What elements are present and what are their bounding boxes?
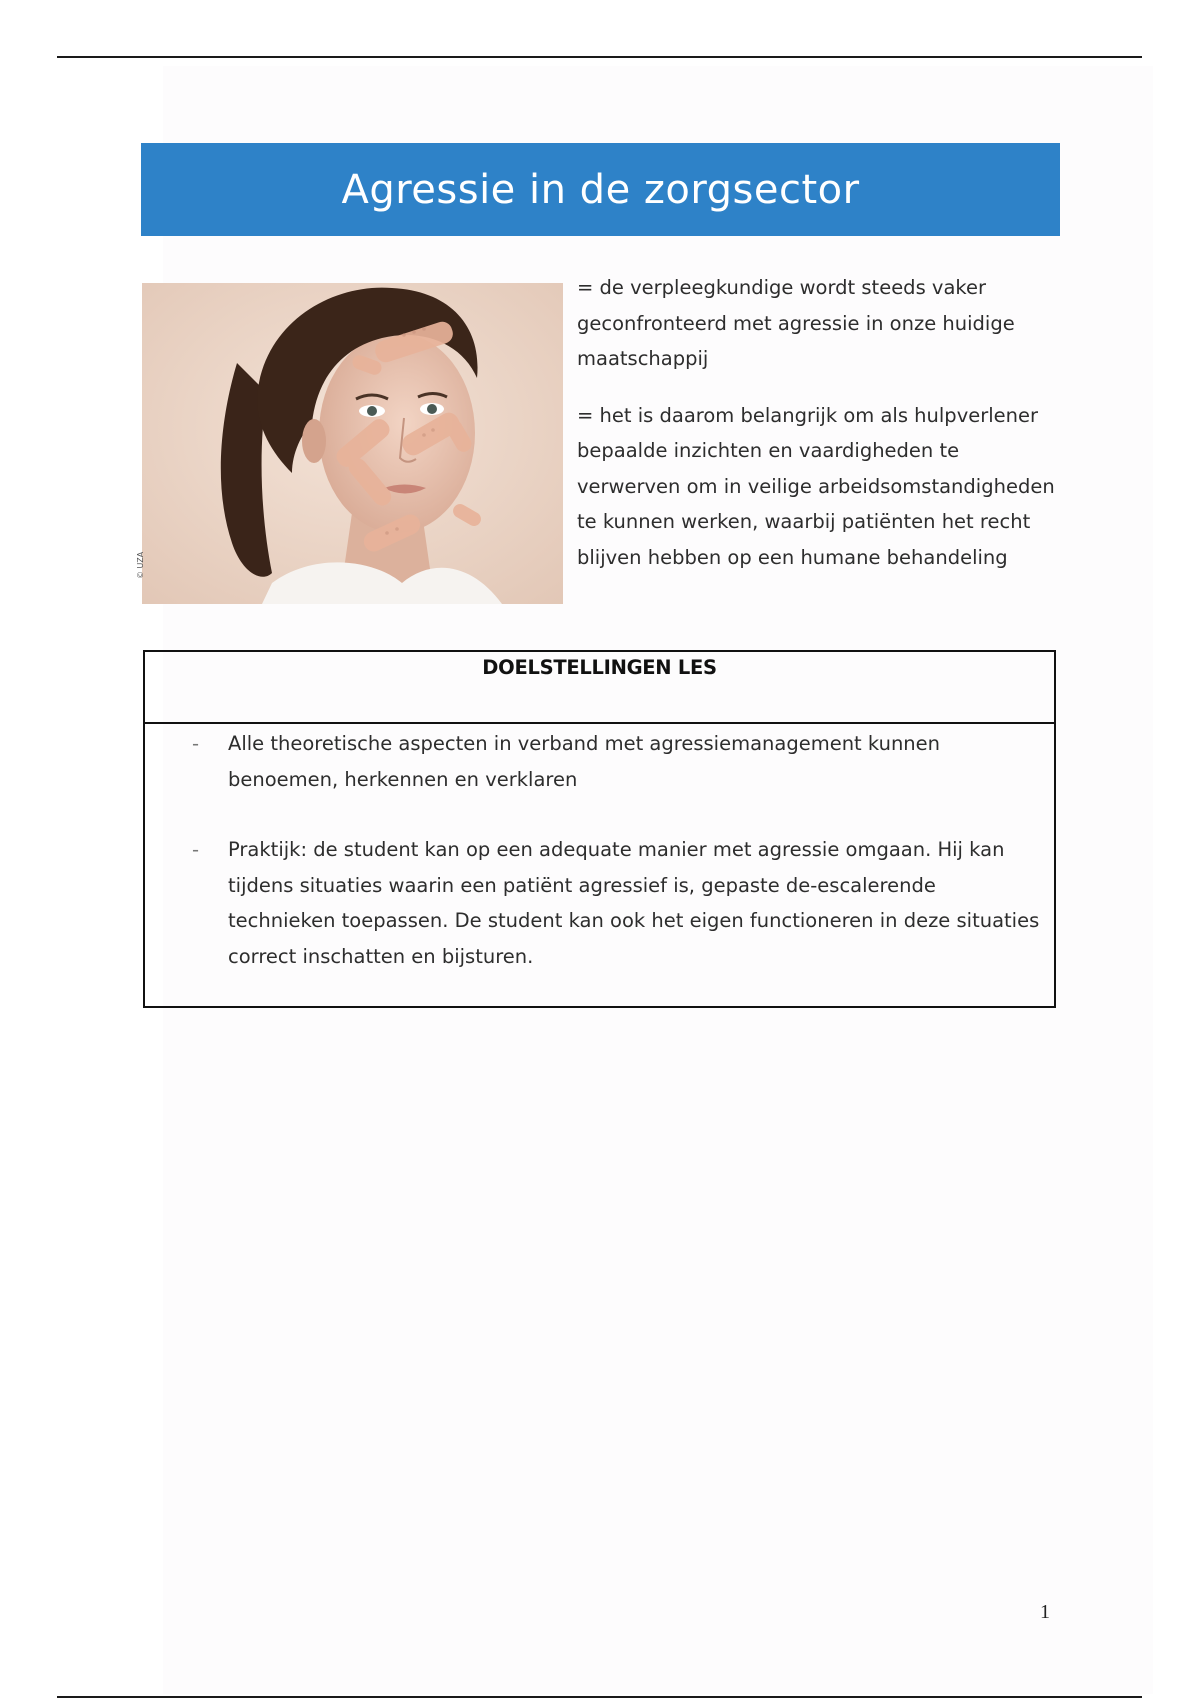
intro-paragraph: = het is daarom belangrijk om als hulpverlener bepaalde inzichten en vaardigheden te verwerven om in veilige arbeidsomstandigheden te kunnen werken, waarbij patiënten het recht blijven hebben op een humane behandeling xyxy=(577,403,1055,569)
intro-text xyxy=(577,270,1057,575)
bullet-dash: - xyxy=(192,838,200,861)
goal-text: Praktijk: de student kan op een adequate manier met agressie omgaan. Hij kan tijdens situaties waarin een patiënt agressief is, gepaste de-escalerende technieken toepassen. De student kan ook het eigen functioneren in deze situaties correct inschatten en bijsturen. xyxy=(228,838,1040,968)
page-title: Agressie in de zorgsector xyxy=(341,166,860,213)
goals-table xyxy=(143,650,1056,1008)
photo-credit: © UZA xyxy=(136,551,145,579)
goal-text: Alle theoretische aspecten in verband met agressiemanagement kunnen benoemen, herkennen en verklaren xyxy=(228,732,941,791)
bullet-dash: - xyxy=(192,732,200,755)
page-number: 1 xyxy=(1040,1601,1050,1623)
goals-table-header xyxy=(145,652,1054,724)
goal-list-item xyxy=(145,832,1054,974)
goal-list-item xyxy=(145,726,1054,797)
goals-heading: DOELSTELLINGEN LES xyxy=(482,656,717,679)
footer-rule xyxy=(57,1696,1142,1698)
goals-table-body xyxy=(145,724,1054,974)
intro-paragraph: = de verpleegkundige wordt steeds vaker geconfronteerd met agressie in onze huidige maatschappij xyxy=(577,276,1015,370)
header-rule xyxy=(57,56,1142,58)
cover-photo xyxy=(136,283,563,604)
title-banner xyxy=(141,143,1060,236)
